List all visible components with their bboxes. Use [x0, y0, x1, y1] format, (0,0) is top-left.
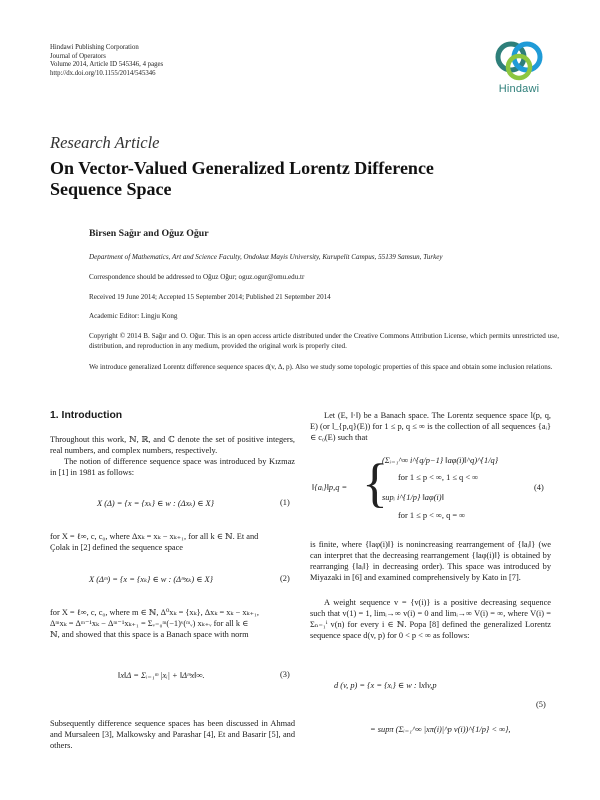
equation-4-case-1: for 1 ≤ p < ∞, 1 ≤ q < ∞ — [398, 473, 479, 482]
equation-2: X (Δᵐ) = {x = {xₖ} ∈ w : (Δᵐxₖ) ∈ X} — [89, 575, 213, 584]
intro-paragraph-3b: Çolak in [2] defined the sequence space — [50, 543, 183, 552]
equation-3-number: (3) — [280, 670, 290, 679]
equation-4-lhs: ‖{aᵢ}‖p,q = — [312, 483, 348, 492]
correspondence: Correspondence should be addressed to Oğuz Oğur; oguz.ogur@omu.edu.tr — [89, 273, 305, 281]
publisher-name: Hindawi Publishing Corporation — [50, 44, 139, 51]
abstract: We introduce generalized Lorentz difference sequence spaces d(v, Δ, p). Also we study some topologic properties of this space and obtain some inclusion relations. — [89, 363, 553, 371]
equation-5-line-1: d (v, p) = {x = {xᵢ} ∈ w : ‖x‖v,p — [334, 681, 437, 690]
equation-5-number: (5) — [536, 700, 546, 709]
copyright-notice: Copyright © 2014 B. Sağır and O. Oğur. This is an open access article distributed under the Creative Commons Attribution License, which permits unrestricted use, distribution, and reproduction in any medium, provided the original work is properly cited. — [89, 332, 559, 351]
equation-3: ‖x‖Δ = Σᵢ₌₁ᵐ |xᵢ| + ‖Δᵐx‖∞. — [118, 671, 205, 680]
section-heading: 1. Introduction — [50, 410, 123, 421]
equation-4-sup: supᵢ i^{1/p} ‖aφ(i)‖ — [382, 493, 444, 502]
affiliation: Department of Mathematics, Art and Science Faculty, Ondokuz Mayis University, Kurupelit Campus, 55139 Samsun, Turkey — [89, 253, 443, 261]
hindawi-logo — [488, 40, 550, 95]
intro-paragraph-4a: for X = ℓ∞, c, c₀, where m ∈ ℕ, Δ⁰xₖ = {xₖ}, Δxₖ = xₖ − xₖ₊₁, — [50, 608, 259, 617]
lorentz-paragraph: Let (E, ‖·‖) be a Banach space. The Lorentz sequence space l(p, q, E) (or l_{p,q}(E)) for 1 ≤ p, q ≤ ∞ is the collection of all sequences {aᵢ} ∈ c₀(E) such that — [310, 411, 551, 442]
equation-5-line-2: = supπ (Σᵢ₌₁^∞ |xπ(i)|^p v(i))^{1/p} < ∞}, — [370, 725, 511, 734]
intro-paragraph-2: The notion of difference sequence space was introduced by Kızmaz in [1] in 1981 as follows: — [50, 457, 295, 477]
publication-dates: Received 19 June 2014; Accepted 15 September 2014; Published 21 September 2014 — [89, 293, 331, 301]
title-line-2: Sequence Space — [50, 179, 172, 199]
journal-name: Journal of Operators — [50, 52, 106, 60]
intro-paragraph-5: Subsequently difference sequence spaces has been discussed in Ahmad and Mursaleen [3], Malkowsky and Parashar [4], Et and Basarir [5], and others. — [50, 719, 295, 750]
intro-paragraph-4b: Δᵐxₖ = Δᵐ⁻¹xₖ − Δᵐ⁻¹xₖ₊₁ = Σᵥ₌₀ᵐ(−1)ᵛ(ᵐᵥ) xₖ₊ᵥ for all k ∈ — [50, 619, 249, 628]
weight-sequence-paragraph: A weight sequence v = {v(i)} is a positive decreasing sequence such that v(1) = 1, limᵢ→∞ v(i) = 0 and limᵢ→∞ V(i) = ∞, where V(i) = Σₙ₌₁ⁱ v(n) for every i ∈ ℕ. Popa [8] defined the generalized Lorentz sequence space d(v, p) for 0 < p < ∞ as follows: — [310, 598, 551, 640]
equation-4 — [312, 449, 552, 529]
title-line-1: On Vector-Valued Generalized Lorentz Difference — [50, 158, 434, 178]
article-title — [50, 158, 510, 200]
rearrangement-paragraph: is finite, where {‖aφ(i)‖} is nonincreasing rearrangement of {‖aᵢ‖} (we can interpret that the decreasing rearrangement {‖aφ(i)‖} is obtained by rearranging {‖aᵢ‖} in decreasing order). This space was introduced by Miyazaki in [6] and examined comprehensively by Kato in [7]. — [310, 540, 551, 582]
hindawi-logo-icon — [494, 40, 544, 82]
logo-wordmark: Hindawi — [498, 83, 540, 95]
equation-2-number: (2) — [280, 574, 290, 583]
academic-editor: Academic Editor: Lingju Kong — [89, 312, 178, 320]
journal-header — [50, 44, 163, 78]
intro-paragraph-3a: for X = ℓ∞, c, c₀, where Δxₖ = xₖ − xₖ₊₁, for all k ∈ ℕ. Et and — [50, 532, 259, 541]
intro-paragraph-1: Throughout this work, ℕ, ℝ, and ℂ denote the set of positive integers, real numbers, and complex numbers, respectively. — [50, 435, 295, 455]
volume-info: Volume 2014, Article ID 545346, 4 pages — [50, 61, 164, 69]
article-type: Research Article — [50, 133, 160, 152]
equation-1: X (Δ) = {x = {xₖ} ∈ w : (Δxₖ) ∈ X} — [97, 499, 214, 508]
equation-1-number: (1) — [280, 498, 290, 507]
intro-paragraph-4c: ℕ, and showed that this space is a Banach space with norm — [50, 630, 249, 639]
doi-link[interactable]: http://dx.doi.org/10.1155/2014/545346 — [50, 69, 156, 77]
equation-4-number: (4) — [534, 483, 544, 492]
authors: Birsen Sağır and Oğuz Oğur — [89, 228, 209, 239]
equation-4-case-2: for 1 ≤ p < ∞, q = ∞ — [398, 511, 466, 520]
equation-4-sum: (Σᵢ₌₁^∞ i^{q/p−1} ‖aφ(i)‖^q)^{1/q} — [382, 456, 499, 465]
equation-4-brace: { — [362, 453, 388, 513]
